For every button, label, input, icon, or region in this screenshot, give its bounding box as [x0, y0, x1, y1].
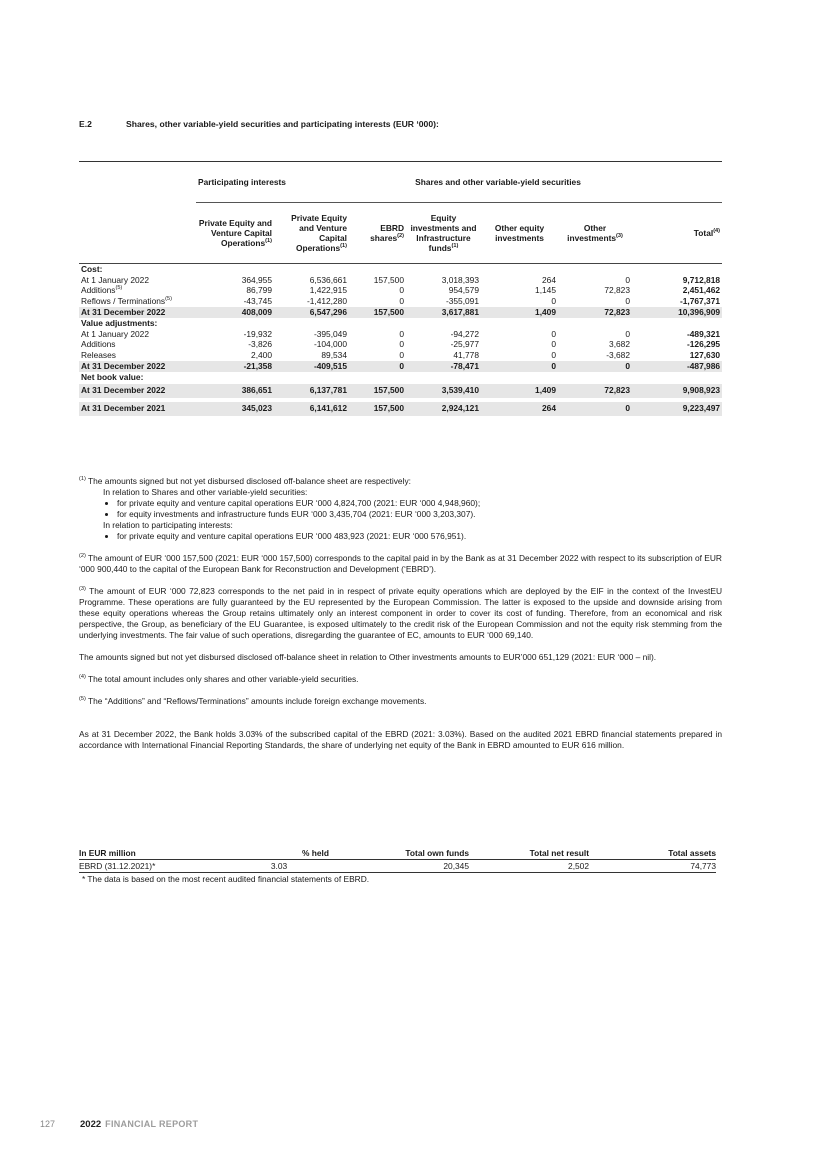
table-cell: 0 [349, 361, 406, 372]
table-cell: -43,745 [243, 295, 272, 306]
row-label: At 31 December 2022 [79, 361, 196, 372]
table-cell: 127,630 [689, 349, 721, 360]
row-label-sup: (5) [115, 285, 123, 292]
table-cell: -3,826 [248, 339, 272, 350]
ebrd-cell: 74,773 [589, 860, 716, 873]
page-number: 127 [40, 1119, 56, 1129]
table-row [79, 361, 722, 372]
ebrd-table [79, 847, 722, 884]
table-cell: 89,534 [321, 349, 347, 360]
footnote-1: $^{(1)}$ The amounts signed but not yet disbursed disclosed off-balance sheet are respectively: [79, 476, 411, 486]
table-row [79, 275, 722, 286]
table-cell: 0 [399, 285, 404, 296]
table-cell: 0 [558, 401, 632, 416]
table-cell: -3,682 [606, 349, 630, 360]
column-header: EBRD shares$^{(2)}$ [370, 222, 404, 243]
table-cell: 1,422,915 [309, 285, 347, 296]
column-header-row [79, 203, 722, 264]
table-cell: 0 [399, 349, 404, 360]
table-cell: -355,091 [445, 295, 479, 306]
table-cell: -126,295 [686, 339, 721, 350]
table-cell: 9,712,818 [682, 274, 721, 285]
table-cell: -487,986 [632, 361, 722, 372]
table-cell: -395,049 [313, 328, 347, 339]
table-cell: 0 [399, 295, 404, 306]
column-header: Private Equity and Venture Capital Operations$^{(1)}$ [198, 217, 272, 249]
footnote-5: $^{(5)}$ The “Additions” and “Reflows/Terminations” amounts include foreign exchange movements. [79, 696, 427, 706]
footnote-text: In relation to participating interests: [103, 520, 233, 530]
table-cell: 1,145 [535, 285, 556, 296]
table-cell: -409,515 [274, 361, 349, 372]
table-cell: -78,471 [406, 361, 481, 372]
table-cell: 3,539,410 [406, 383, 481, 398]
ebrd-cell: EBRD (31.12.2021)* [79, 860, 229, 873]
table-cell: 264 [481, 401, 558, 416]
table-cell: 2,451,462 [682, 285, 721, 296]
ebrd-footnote: * The data is based on the most recent audited financial statements of EBRD. [82, 874, 370, 884]
table-cell: 9,223,497 [632, 401, 722, 416]
table-cell: 157,500 [349, 383, 406, 398]
table-cell: 0 [625, 328, 630, 339]
table-row [79, 329, 722, 340]
table-cell: 0 [551, 328, 556, 339]
section-label: Cost: [81, 264, 103, 274]
table-cell: 0 [551, 295, 556, 306]
footnote-3: $^{(3)}$ The amount of EUR ‘000 72,823 corresponds to the net paid in in respect of private equity operations which are deployed by the EIF in the context of the InvestEU Programme. These operations are fully guaranteed by the EU represented by the European Commission. The latter is exposed to the upside and downside arising from these equity operations whereas the Group retains ultimately only an interest component in order to cover its cost of funding. Therefore, from an economical and risk perspective, the Group, as beneficiary of the EU Guarantee, is exposed ultimately to the credit risk of the European Commission and not the equity risk stemming from the underlying investments. The fair value of such operations, disregarding the guarantee of EC, amounts to EUR ‘000 69,140. [79, 586, 722, 640]
column-header: Other investments$^{(3)}$ [567, 222, 623, 243]
list-item: • for equity investments and infrastructure funds EUR ‘000 3,435,704 (2021: EUR ‘000 3,203,307). [117, 509, 722, 520]
table-cell: 264 [542, 274, 556, 285]
row-label: At 1 January 2022 [81, 274, 149, 285]
table-cell: 0 [558, 361, 632, 372]
table-cell: 6,547,296 [274, 307, 349, 318]
table-cell: 157,500 [373, 274, 404, 285]
ebrd-header: Total net result [469, 847, 589, 860]
table-cell: -94,272 [450, 328, 479, 339]
table-cell: 0 [399, 339, 404, 350]
page-footer [40, 1119, 198, 1130]
table-cell: 1,409 [481, 307, 558, 318]
section-title: Shares, other variable-yield securities and participating interests (EUR ‘000): [126, 119, 439, 129]
table-cell: -25,977 [450, 339, 479, 350]
ebrd-header: % held [229, 847, 329, 860]
table-cell: 408,009 [196, 307, 274, 318]
table-cell: 954,579 [448, 285, 479, 296]
ebrd-cell: 2,502 [469, 860, 589, 873]
table-cell: 0 [481, 361, 558, 372]
table-cell: 364,955 [241, 274, 272, 285]
table-cell: -489,321 [686, 328, 721, 339]
table-cell: 10,396,909 [632, 307, 722, 318]
table-cell: 72,823 [558, 307, 632, 318]
row-label-sup: (5) [165, 295, 172, 302]
row-label: At 31 December 2022 [79, 383, 196, 398]
table-cell: 3,682 [609, 339, 630, 350]
footnote-4: $^{(4)}$ The total amount includes only shares and other variable-yield securities. [79, 674, 359, 684]
table-cell: 9,908,923 [632, 383, 722, 398]
table-cell: 0 [551, 349, 556, 360]
column-header: Total$^{(4)}$ [693, 227, 721, 238]
footnote-text: In relation to Shares and other variable-yield securities: [103, 487, 308, 497]
table-cell: 86,799 [246, 285, 272, 296]
report-year: 2022 [80, 1119, 102, 1130]
table-cell: 41,778 [453, 349, 479, 360]
table-cell: 3,018,393 [441, 274, 479, 285]
ebrd-cell: 3.03 [229, 860, 329, 873]
table-row [79, 307, 722, 318]
table-cell: 72,823 [558, 383, 632, 398]
footnote-2: $^{(2)}$ The amount of EUR ‘000 157,500 (2021: EUR ‘000 157,500) corresponds to the capital paid in by the Bank as at 31 December 2022 with respect to its subscription of EUR ‘000 900,440 to the capital of the European Bank for Reconstruction and Development (‘EBRD’). [79, 553, 722, 574]
table-cell: 72,823 [604, 285, 630, 296]
table-row [79, 285, 722, 296]
table-cell: 157,500 [349, 307, 406, 318]
group-header-participating: Participating interests [196, 162, 274, 203]
table-cell: 2,924,121 [406, 401, 481, 416]
row-label: At 1 January 2022 [81, 328, 149, 339]
table-cell: 6,536,661 [309, 274, 347, 285]
table-row [79, 860, 716, 873]
column-header: Private Equity and Venture Capital Operations$^{(1)}$ [291, 212, 347, 254]
column-header: Equity investments and Infrastructure funds$^{(1)}$ [410, 212, 477, 254]
section-number: E.2 [79, 119, 92, 129]
table-cell: 0 [625, 274, 630, 285]
row-label: Releases [81, 349, 116, 360]
footnote-3b: The amounts signed but not yet disbursed disclosed off-balance sheet in relation to Other investments amounts to EUR’000 651,129 (2021: EUR ‘000 – nil). [79, 652, 657, 662]
section-label: Net book value: [81, 371, 144, 382]
footnotes [79, 476, 722, 751]
row-label: Additions [81, 339, 116, 350]
row-label: Additions$^{(5)}$ [81, 285, 123, 296]
ebrd-header: Total own funds [329, 847, 469, 860]
list-item: • for private equity and venture capital operations EUR ‘000 4,824,700 (2021: EUR ‘000 4,948,960); [117, 498, 722, 509]
table-row [79, 350, 722, 361]
table-cell: -1,767,371 [679, 295, 721, 306]
ebrd-paragraph: As at 31 December 2022, the Bank holds 3.03% of the subscribed capital of the EBRD (2021: 3.03%). Based on the audited 2021 EBRD financial statements prepared in accordance with International Financial Reporting Standards, the share of underlying net equity of the Bank in EBRD amounted to EUR 616 million. [79, 729, 722, 750]
ebrd-cell: 20,345 [329, 860, 469, 873]
table-cell: 0 [551, 339, 556, 350]
section-label: Value adjustments: [81, 317, 158, 328]
table-cell: 386,651 [196, 383, 274, 398]
table-cell: -104,000 [313, 339, 347, 350]
row-label: Reflows / Terminations$^{(5)}$ [81, 295, 172, 306]
table-cell: -19,932 [243, 328, 272, 339]
table-cell: 6,141,612 [274, 401, 349, 416]
table-row [79, 401, 722, 416]
table-row [79, 339, 722, 350]
table-cell: -1,412,280 [306, 295, 347, 306]
table-cell: 0 [625, 295, 630, 306]
shares-table [79, 161, 722, 416]
report-title: FINANCIAL REPORT [105, 1119, 199, 1129]
ebrd-header: In EUR million [79, 847, 229, 860]
column-header: Other equity investments [494, 222, 545, 243]
table-cell: 2,400 [251, 349, 272, 360]
group-header-shares: Shares and other variable-yield securities [274, 162, 722, 203]
table-row [79, 296, 722, 307]
table-cell: 1,409 [481, 383, 558, 398]
row-label: At 31 December 2022 [79, 307, 196, 318]
ebrd-header: Total assets [589, 847, 716, 860]
row-label: At 31 December 2021 [79, 401, 196, 416]
table-cell: 6,137,781 [274, 383, 349, 398]
table-cell: 0 [399, 328, 404, 339]
section-heading [79, 119, 722, 129]
table-cell: 157,500 [349, 401, 406, 416]
table-cell: -21,358 [196, 361, 274, 372]
table-cell: 345,023 [196, 401, 274, 416]
table-row [79, 383, 722, 398]
table-cell: 3,617,881 [406, 307, 481, 318]
list-item: • for private equity and venture capital operations EUR ‘000 483,923 (2021: EUR ‘000 576,951). [117, 531, 722, 542]
